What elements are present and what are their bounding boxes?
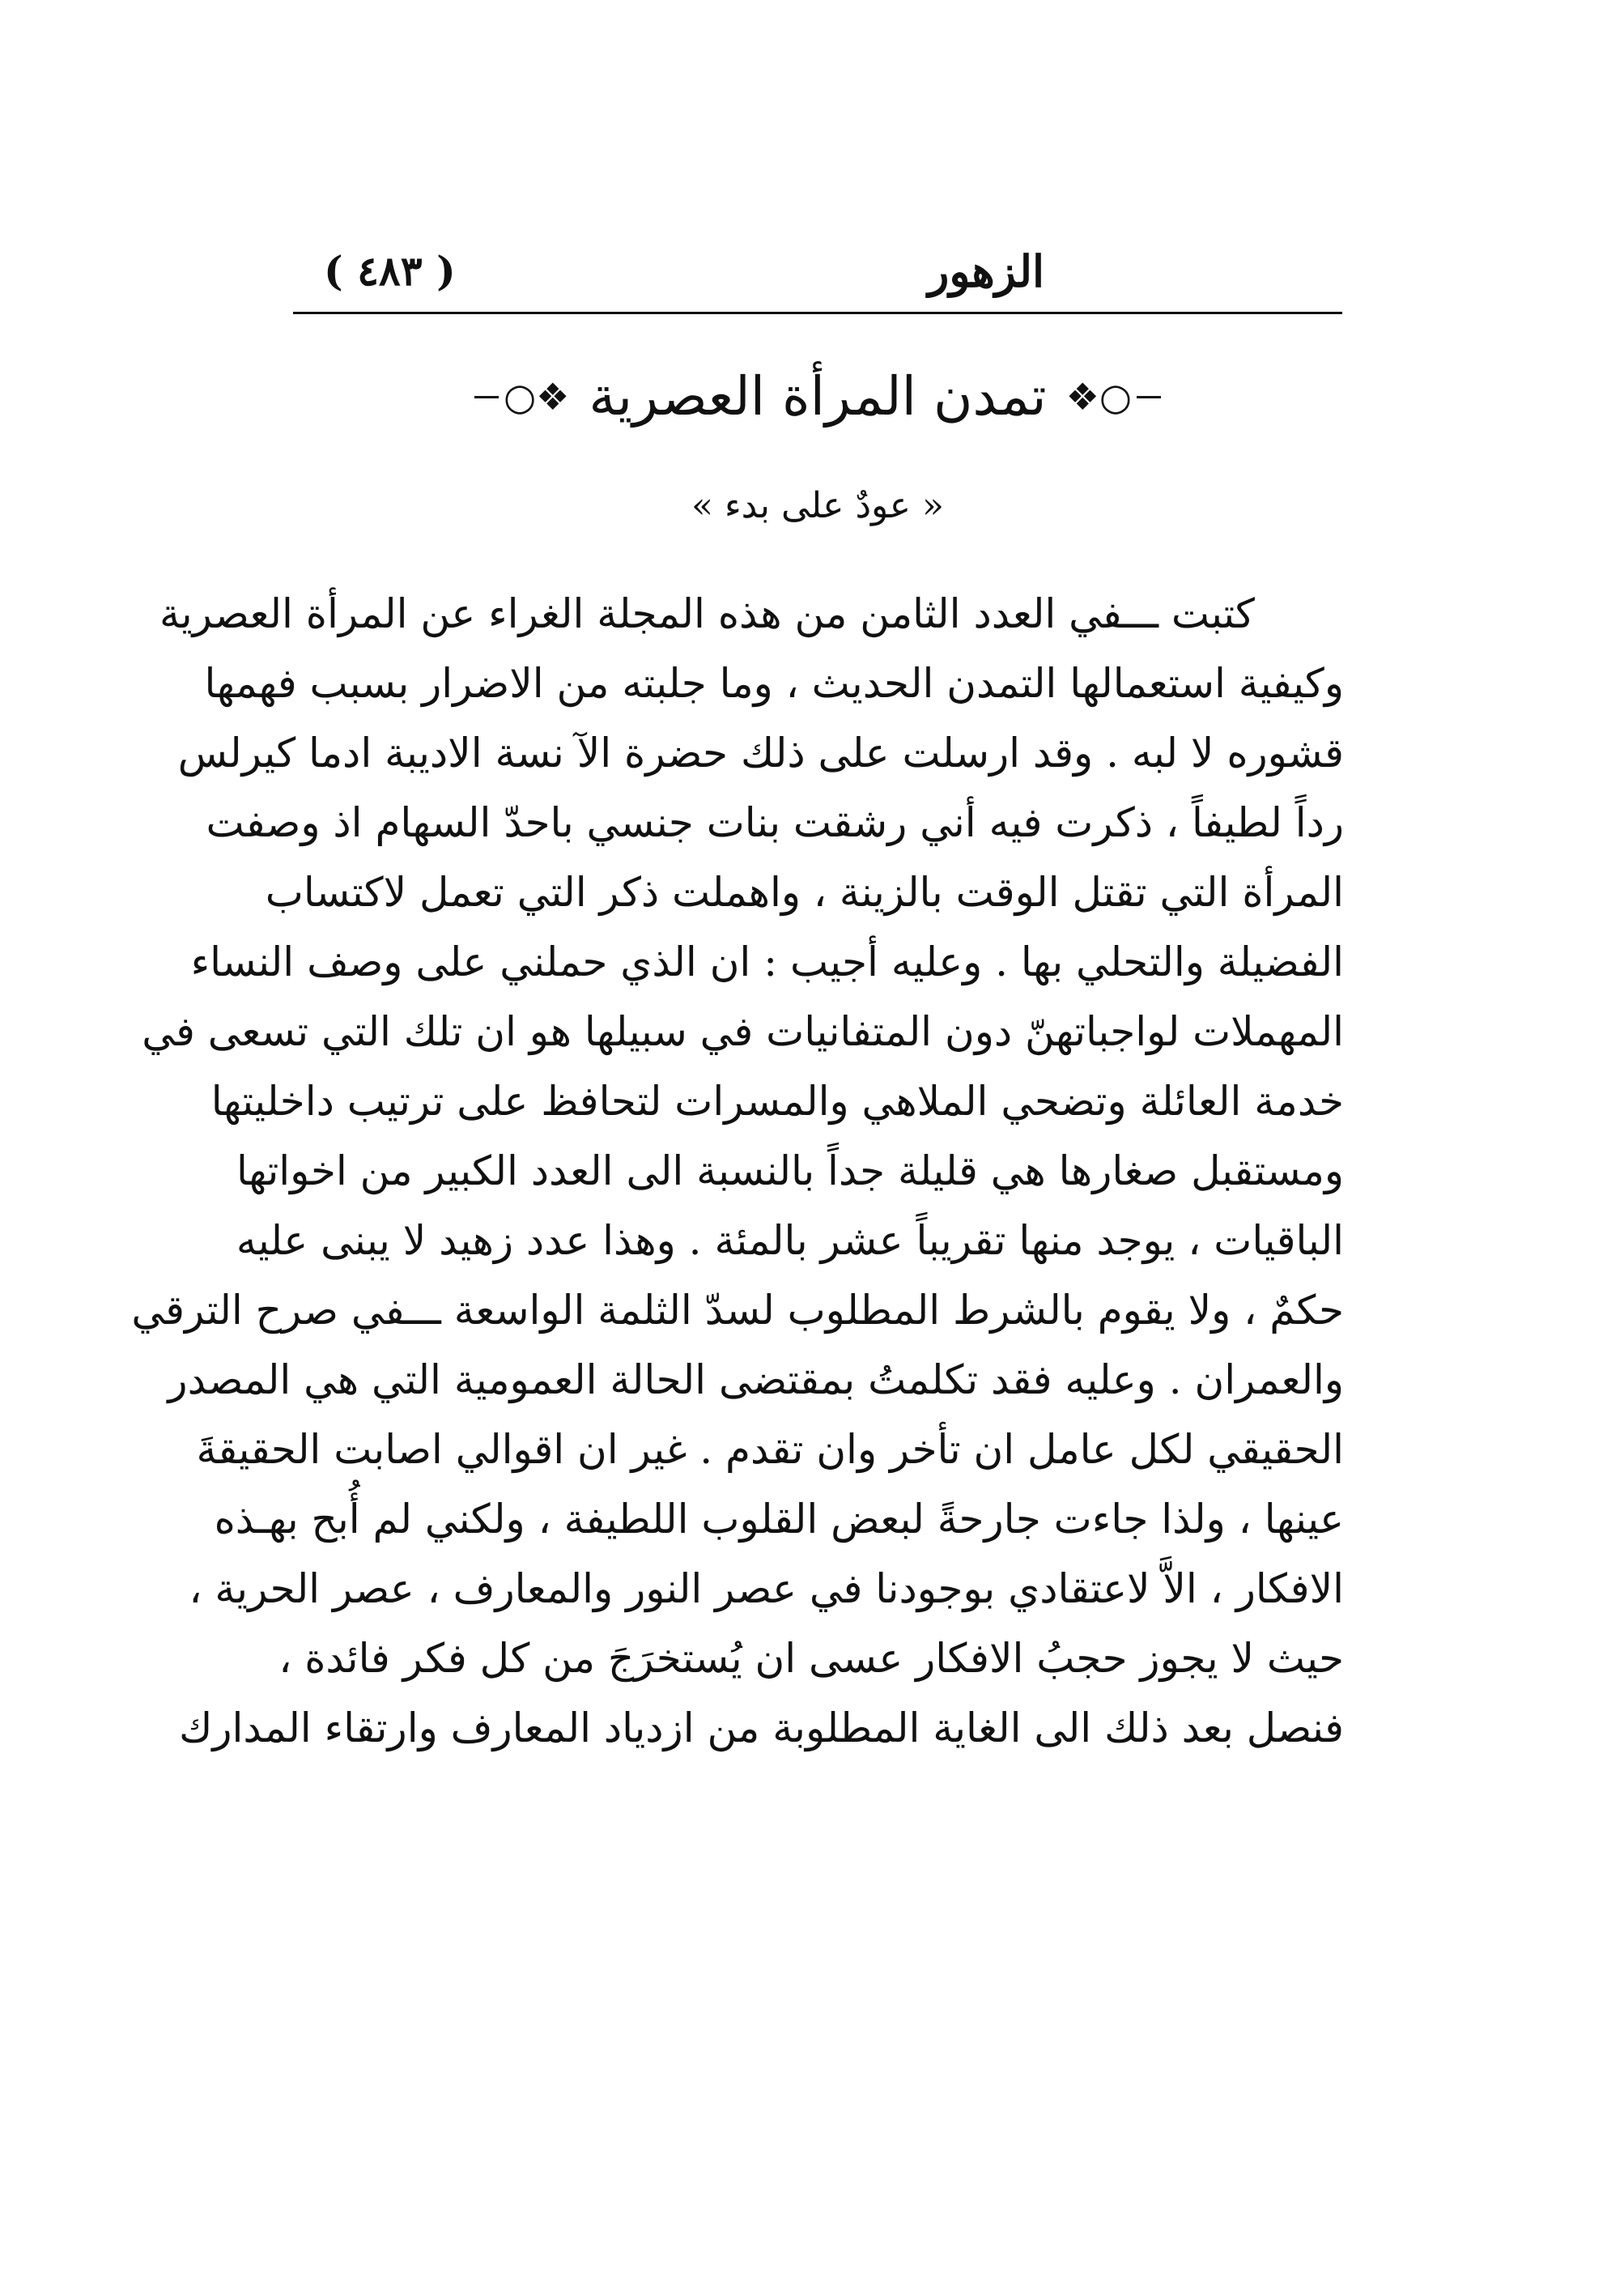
- text-line: قشوره لا لبه . وقد ارسلت على ذلك حضرة الآ نسة الاديبة ادما كيرلس: [177, 730, 1344, 777]
- text-line: الحقيقي لكل عامل ان تأخر وان تقدم . غير ان اقوالي اصابت الحقيقةَ: [196, 1426, 1344, 1473]
- text-line: خدمة العائلة وتضحي الملاهي والمسرات لتحافظ على ترتيب داخليتها: [210, 1078, 1344, 1125]
- article-body: [131, 579, 1344, 1763]
- text-line: ومستقبل صغارها هي قليلة جداً بالنسبة الى العدد الكبير من اخواتها: [236, 1147, 1344, 1194]
- ornament-left-icon: ○❖: [474, 378, 574, 415]
- text-line: والعمران . وعليه فقد تكلمتُ بمقتضى الحالة العمومية التي هي المصدر: [168, 1356, 1344, 1403]
- header-rule: [293, 312, 1342, 314]
- text-line: عينها ، ولذا جاءت جارحةً لبعض القلوب اللطيفة ، ولكني لم أُبح بهـذه: [214, 1496, 1344, 1543]
- article-subtitle: « عودٌ على بدء »: [691, 485, 944, 526]
- text-line: الفضيلة والتحلي بها . وعليه أجيب : ان الذي حملني على وصف النساء: [190, 938, 1344, 985]
- running-title: الزهور: [928, 245, 1044, 297]
- page-number: ( ٤٨٣ ): [324, 247, 456, 295]
- text-line: رداً لطيفاً ، ذكرت فيه أني رشقت بنات جنسي باحدّ السهام اذ وصفت: [206, 799, 1344, 846]
- article-heading: [291, 352, 1344, 441]
- text-line: فنصل بعد ذلك الى الغاية المطلوبة من ازدياد المعارف وارتقاء المدارك: [179, 1705, 1344, 1751]
- text-line: المرأة التي تقتل الوقت بالزينة ، واهملت ذكر التي تعمل لاكتساب: [265, 869, 1344, 916]
- article-title: تمدن المرأة العصرية: [589, 365, 1047, 428]
- text-line: المهملات لواجباتهنّ دون المتفانيات في سبيلها هو ان تلك التي تسعى في: [142, 1008, 1344, 1055]
- text-line: حكمٌ ، ولا يقوم بالشرط المطلوب لسدّ الثلمة الواسعة ـــفي صرح الترقي: [131, 1287, 1344, 1334]
- text-line: الافكار ، الاَّ لاعتقادي بوجودنا في عصر النور والمعارف ، عصر الحرية ،: [189, 1565, 1344, 1612]
- text-line: وكيفية استعمالها التمدن الحديث ، وما جلبته من الاضرار بسبب فهمها: [204, 660, 1344, 707]
- running-head: [291, 235, 1344, 308]
- ornament-right-icon: ❖○: [1061, 378, 1161, 415]
- text-line: حيث لا يجوز حجبُ الافكار عسى ان يُستخرَجَ من كل فكر فائدة ،: [278, 1635, 1344, 1682]
- text-line: كتبت ـــفي العدد الثامن من هذه المجلة الغراء عن المرأة العصرية: [159, 590, 1255, 637]
- text-line: الباقيات ، يوجد منها تقريباً عشر بالمئة . وهذا عدد زهيد لا يبنى عليه: [236, 1217, 1344, 1264]
